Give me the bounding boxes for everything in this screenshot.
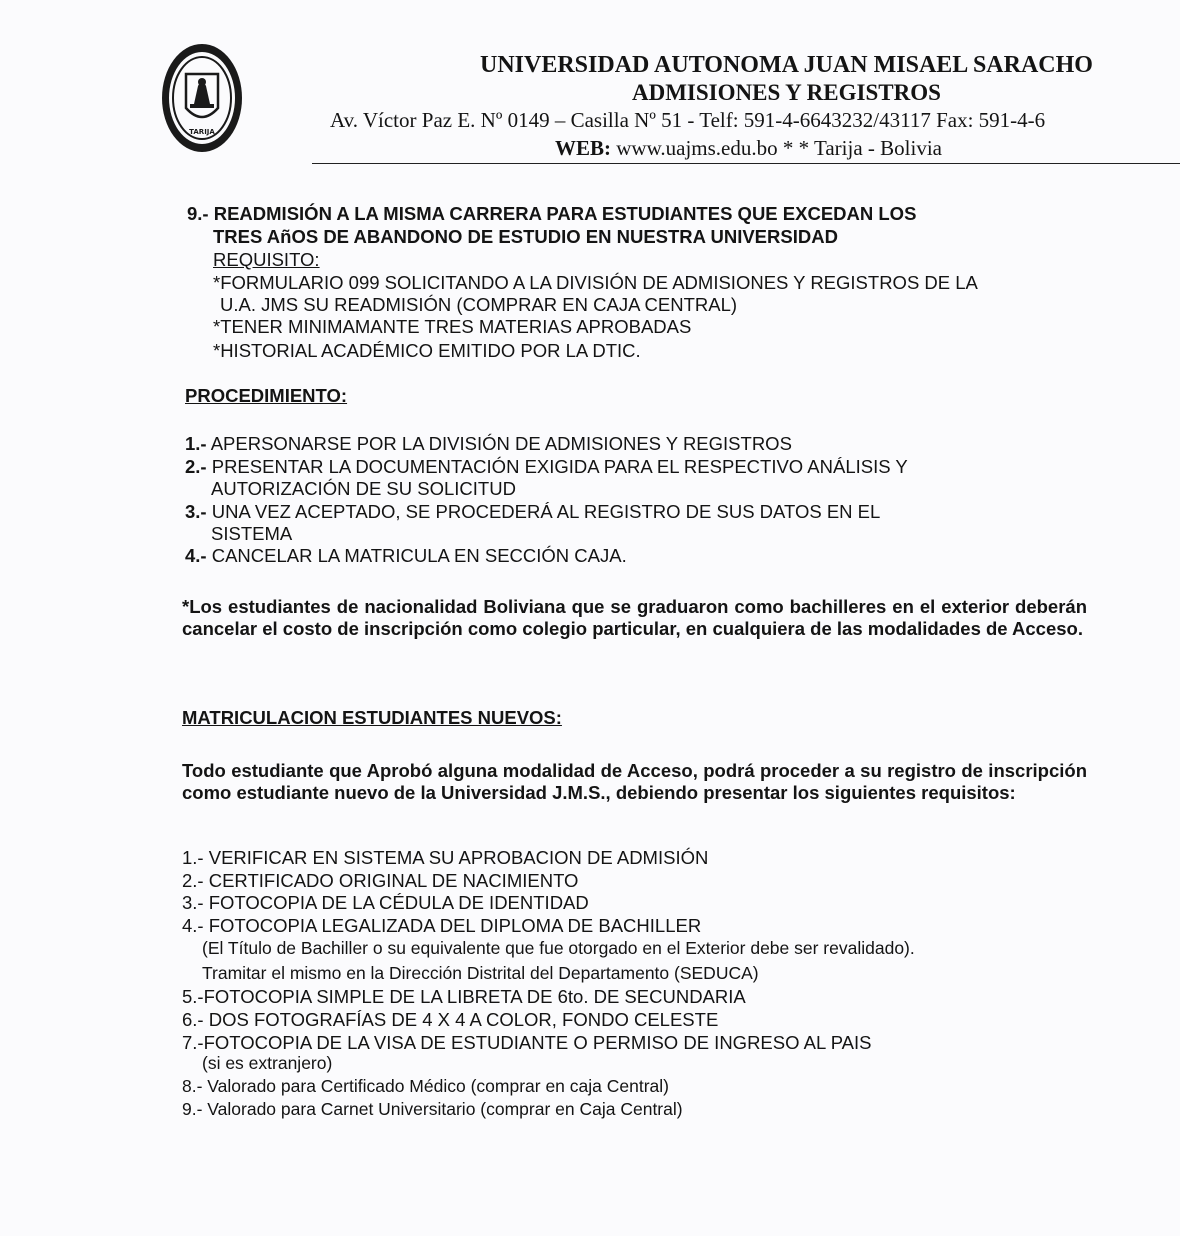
matriculacion-intro: Todo estudiante que Aprobó alguna modalidad de Acceso, podrá proceder a su registro de inscripción como estudiante nuevo de la Universidad J.M.S., debiendo presentar los siguientes requisitos: [182, 760, 1087, 803]
new-student-req-8: 8.- Valorado para Certificado Médico (comprar en caja Central) [182, 1076, 669, 1096]
university-name: UNIVERSIDAD AUTONOMA JUAN MISAEL SARACHO [480, 52, 1093, 78]
header-rule [312, 163, 1180, 164]
web-value: www.uajms.edu.bo * * Tarija - Bolivia [616, 136, 942, 160]
step-2-num: 2.- [185, 456, 207, 477]
address-line: Av. Víctor Paz E. Nº 0149 – Casilla Nº 51 - Telf: 591-4-6643232/43117 Fax: 591-4-6 [330, 108, 1046, 132]
new-student-req-9: 9.- Valorado para Carnet Universitario (comprar en Caja Central) [182, 1099, 683, 1119]
step-1-num: 1.- [185, 433, 207, 454]
new-student-req-6: 6.- DOS FOTOGRAFÍAS DE 4 X 4 A COLOR, FONDO CELESTE [182, 1009, 719, 1030]
step-3-cont: SISTEMA [211, 523, 293, 544]
web-line [555, 136, 942, 161]
requisito-label: REQUISITO: [213, 249, 320, 270]
requisito-3: *HISTORIAL ACADÉMICO EMITIDO POR LA DTIC. [213, 340, 641, 361]
section9-title-1: 9.- READMISIÓN A LA MISMA CARRERA PARA ESTUDIANTES QUE EXCEDAN LOS [187, 203, 917, 224]
step-1-text: APERSONARSE POR LA DIVISIÓN DE ADMISIONES Y REGISTROS [206, 433, 792, 454]
new-student-req-4-note-2: Tramitar el mismo en la Dirección Distrital del Departamento (SEDUCA) [202, 963, 759, 983]
step-4-text: CANCELAR LA MATRICULA EN SECCIÓN CAJA. [206, 545, 627, 566]
new-student-req-1: 1.- VERIFICAR EN SISTEMA SU APROBACION DE ADMISIÓN [182, 847, 709, 868]
seal-text: TARIJA [189, 128, 215, 136]
section9-title-2: TRES AñOS DE ABANDONO DE ESTUDIO EN NUESTRA UNIVERSIDAD [213, 226, 838, 247]
new-student-req-7-note: (si es extranjero) [202, 1053, 333, 1073]
step-2-text: PRESENTAR LA DOCUMENTACIÓN EXIGIDA PARA EL RESPECTIVO ANÁLISIS Y [206, 456, 908, 477]
department-name: ADMISIONES Y REGISTROS [632, 80, 941, 105]
step-4-num: 4.- [185, 545, 207, 566]
bolivian-nationals-note: *Los estudiantes de nacionalidad Boliviana que se graduaron como bachilleres en el exterior deberán cancelar el costo de inscripción como colegio particular, en cualquiera de las modalidades de Acceso. [182, 596, 1087, 639]
new-student-req-2: 2.- CERTIFICADO ORIGINAL DE NACIMIENTO [182, 870, 579, 891]
new-student-req-4-note-1: (El Título de Bachiller o su equivalente que fue otorgado en el Exterior debe ser revalidado). [202, 938, 915, 958]
new-student-req-4: 4.- FOTOCOPIA LEGALIZADA DEL DIPLOMA DE BACHILLER [182, 915, 702, 936]
web-label: WEB: [555, 136, 612, 160]
step-3-text: UNA VEZ ACEPTADO, SE PROCEDERÁ AL REGISTRO DE SUS DATOS EN EL [206, 501, 881, 522]
requisito-1-line-2: U.A. JMS SU READMISIÓN (COMPRAR EN CAJA CENTRAL) [220, 294, 738, 315]
step-4 [185, 547, 627, 566]
step-3-num: 3.- [185, 501, 207, 522]
step-3 [185, 503, 880, 522]
new-student-req-3: 3.- FOTOCOPIA DE LA CÉDULA DE IDENTIDAD [182, 892, 589, 913]
matriculacion-title: MATRICULACION ESTUDIANTES NUEVOS: [182, 707, 562, 728]
requisito-2: *TENER MINIMAMANTE TRES MATERIAS APROBADAS [213, 316, 692, 337]
requisito-1-line-1: *FORMULARIO 099 SOLICITANDO A LA DIVISIÓN DE ADMISIONES Y REGISTROS DE LA [213, 272, 978, 293]
new-student-req-5: 5.-FOTOCOPIA SIMPLE DE LA LIBRETA DE 6to. DE SECUNDARIA [182, 986, 746, 1007]
new-student-req-7: 7.-FOTOCOPIA DE LA VISA DE ESTUDIANTE O PERMISO DE INGRESO AL PAIS [182, 1032, 872, 1053]
procedimiento-title: PROCEDIMIENTO: [185, 385, 348, 406]
step-2-cont: AUTORIZACIÓN DE SU SOLICITUD [211, 478, 516, 499]
step-2 [185, 458, 908, 477]
step-1 [185, 435, 792, 454]
university-seal-icon [160, 42, 244, 154]
